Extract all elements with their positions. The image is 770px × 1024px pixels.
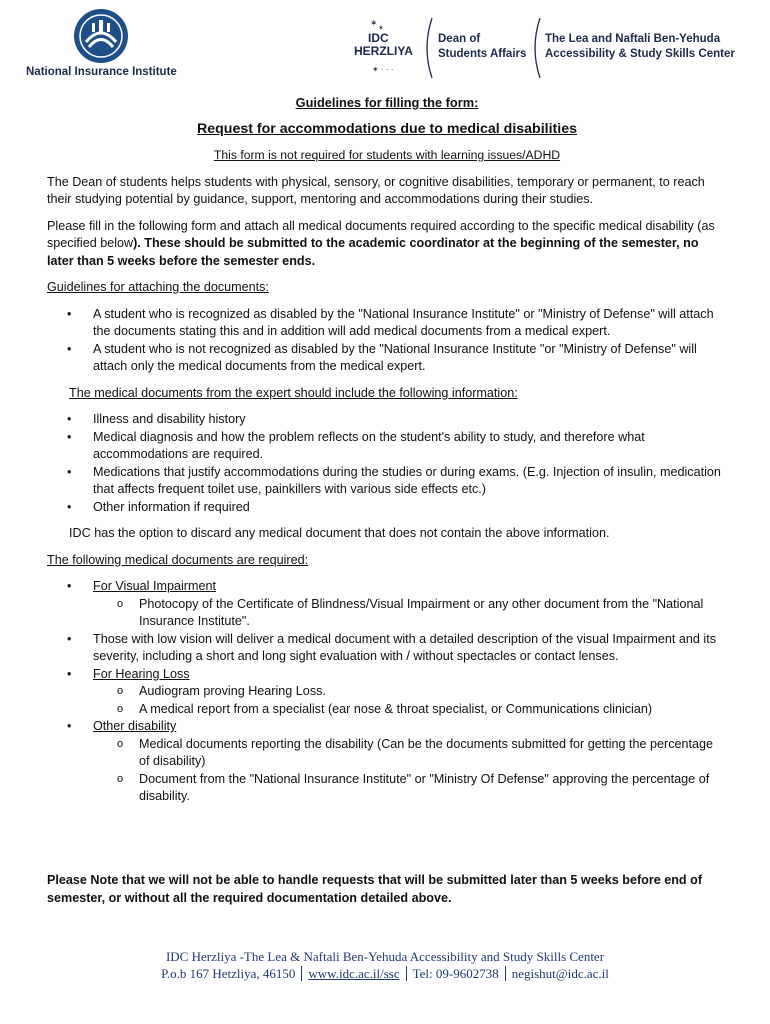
dean-line1: Dean of xyxy=(438,33,481,45)
center-line2: Accessibility & Study Skills Center xyxy=(545,48,735,60)
visual-impairment-item xyxy=(47,578,727,631)
sub-list-item: o A medical report from a specialist (ear nose & throat specialist, or Communications clinician) xyxy=(93,701,727,719)
please-note: Please Note that we will not be able to handle requests that will be submitted later than 5 weeks before end of semester, or without all the required documentation detailed above. xyxy=(47,873,703,905)
list-item: • A student who is not recognized as disabled by the "National Insurance Institute "or "Ministry of Defense" will attach only the medical documents from the medical expert. xyxy=(47,341,727,376)
nii-emblem-icon xyxy=(72,8,130,64)
low-vision-item: • Those with low vision will deliver a medical document with a detailed description of the visual Impairment and its severity, including a short and long sight evaluation with / without spectacles or contact lenses. xyxy=(47,631,727,666)
footer xyxy=(0,948,770,982)
other-heading: Other disability xyxy=(93,719,177,733)
separator-curve-2 xyxy=(530,18,544,78)
expert-list xyxy=(47,411,727,516)
divider xyxy=(505,966,506,981)
idc-logo-block xyxy=(350,18,750,74)
letterhead xyxy=(0,0,770,88)
fill-instructions-text: Please fill in the following form and attach all medical documents required according to the specific medical disability (as specified below xyxy=(47,218,715,250)
idc-line2: HERZLIYA xyxy=(354,44,413,58)
list-item: • Illness and disability history xyxy=(47,411,727,429)
footer-address: P.o.b 167 Hetzliya, 46150 xyxy=(161,966,296,981)
attach-heading: Guidelines for attaching the documents: xyxy=(47,280,269,294)
fill-instructions xyxy=(47,218,727,271)
separator-curve-1 xyxy=(422,18,436,78)
svg-text:✶: ✶ xyxy=(370,18,378,28)
footer-tel: Tel: 09-9602738 xyxy=(412,966,499,981)
document-body xyxy=(47,94,727,815)
footer-email[interactable]: negishut@idc.ac.il xyxy=(511,966,609,981)
sub-list-item: o Photocopy of the Certificate of Blindness/Visual Impairment or any other document from the "National Insurance Institute". xyxy=(93,596,727,631)
list-item: • Medications that justify accommodations during the studies or during exams. (E.g. Injection of insulin, medication that affects frequent toilet use, painkillers with various side effects etc.) xyxy=(47,464,727,499)
dean-line2: Students Affairs xyxy=(438,48,527,60)
hearing-heading: For Hearing Loss xyxy=(93,666,190,681)
list-item: • Medical diagnosis and how the problem reflects on the student's ability to study, and therefore what accommodations are required. xyxy=(47,429,727,464)
svg-text:✶ · · ·: ✶ · · · xyxy=(372,65,394,74)
required-list xyxy=(47,578,727,806)
intro-paragraph: The Dean of students helps students with physical, sensory, or cognitive disabilities, temporary or permanent, to reach their studying potential by guidance, support, mentoring and accommodations during their studies. xyxy=(47,174,705,206)
nii-name: National Insurance Institute xyxy=(26,66,177,78)
not-required-note: This form is not required for students with learning issues/ADHD xyxy=(213,148,561,162)
footer-website-link[interactable]: www.idc.ac.il/ssc xyxy=(308,966,400,981)
attach-list xyxy=(47,306,727,376)
expert-heading: The medical documents from the expert should include the following information: xyxy=(69,385,518,400)
sub-list-item: o Audiogram proving Hearing Loss. xyxy=(93,683,727,701)
list-item: • Other information if required xyxy=(47,499,727,517)
dean-of-students xyxy=(438,32,526,62)
divider xyxy=(301,966,302,981)
hearing-sublist xyxy=(93,683,727,718)
divider xyxy=(406,966,407,981)
center-line1: The Lea and Naftali Ben-Yehuda xyxy=(545,33,721,45)
hearing-loss-item xyxy=(47,666,727,719)
other-disability-item xyxy=(47,718,727,806)
footer-contact xyxy=(0,965,770,982)
sub-list-item: o Medical documents reporting the disability (Can be the documents submitted for getting the percentage of disability) xyxy=(93,736,727,771)
page-title: Guidelines for filling the form: xyxy=(295,95,479,110)
visual-heading: For Visual Impairment xyxy=(93,579,216,593)
visual-sublist xyxy=(93,596,727,631)
svg-text:✶: ✶ xyxy=(378,25,384,32)
list-item: • A student who is recognized as disabled by the "National Insurance Institute" or "Ministry of Defense" will attach the documents stating this and in addition will add medical documents from a medical expert. xyxy=(47,306,727,341)
page-subtitle: Request for accommodations due to medical disabilities xyxy=(197,120,577,137)
nii-logo-block xyxy=(26,8,176,78)
accessibility-center-name xyxy=(545,32,735,62)
idc-wordmark xyxy=(354,32,413,58)
required-heading: The following medical documents are required: xyxy=(47,552,309,567)
footer-center-name: IDC Herzliya -The Lea & Naftali Ben-Yehuda Accessibility and Study Skills Center xyxy=(165,949,605,964)
sub-list-item: o Document from the "National Insurance Institute" or "Ministry Of Defense" approving the percentage of disability. xyxy=(93,771,727,806)
fill-instructions-bold: ). These should be submitted to the academic coordinator at the beginning of the semester, no later than 5 weeks before the semester ends. xyxy=(47,236,699,268)
other-sublist xyxy=(93,736,727,806)
discard-note: IDC has the option to discard any medical document that does not contain the above information. xyxy=(69,526,610,540)
idc-line1: IDC xyxy=(368,31,389,45)
